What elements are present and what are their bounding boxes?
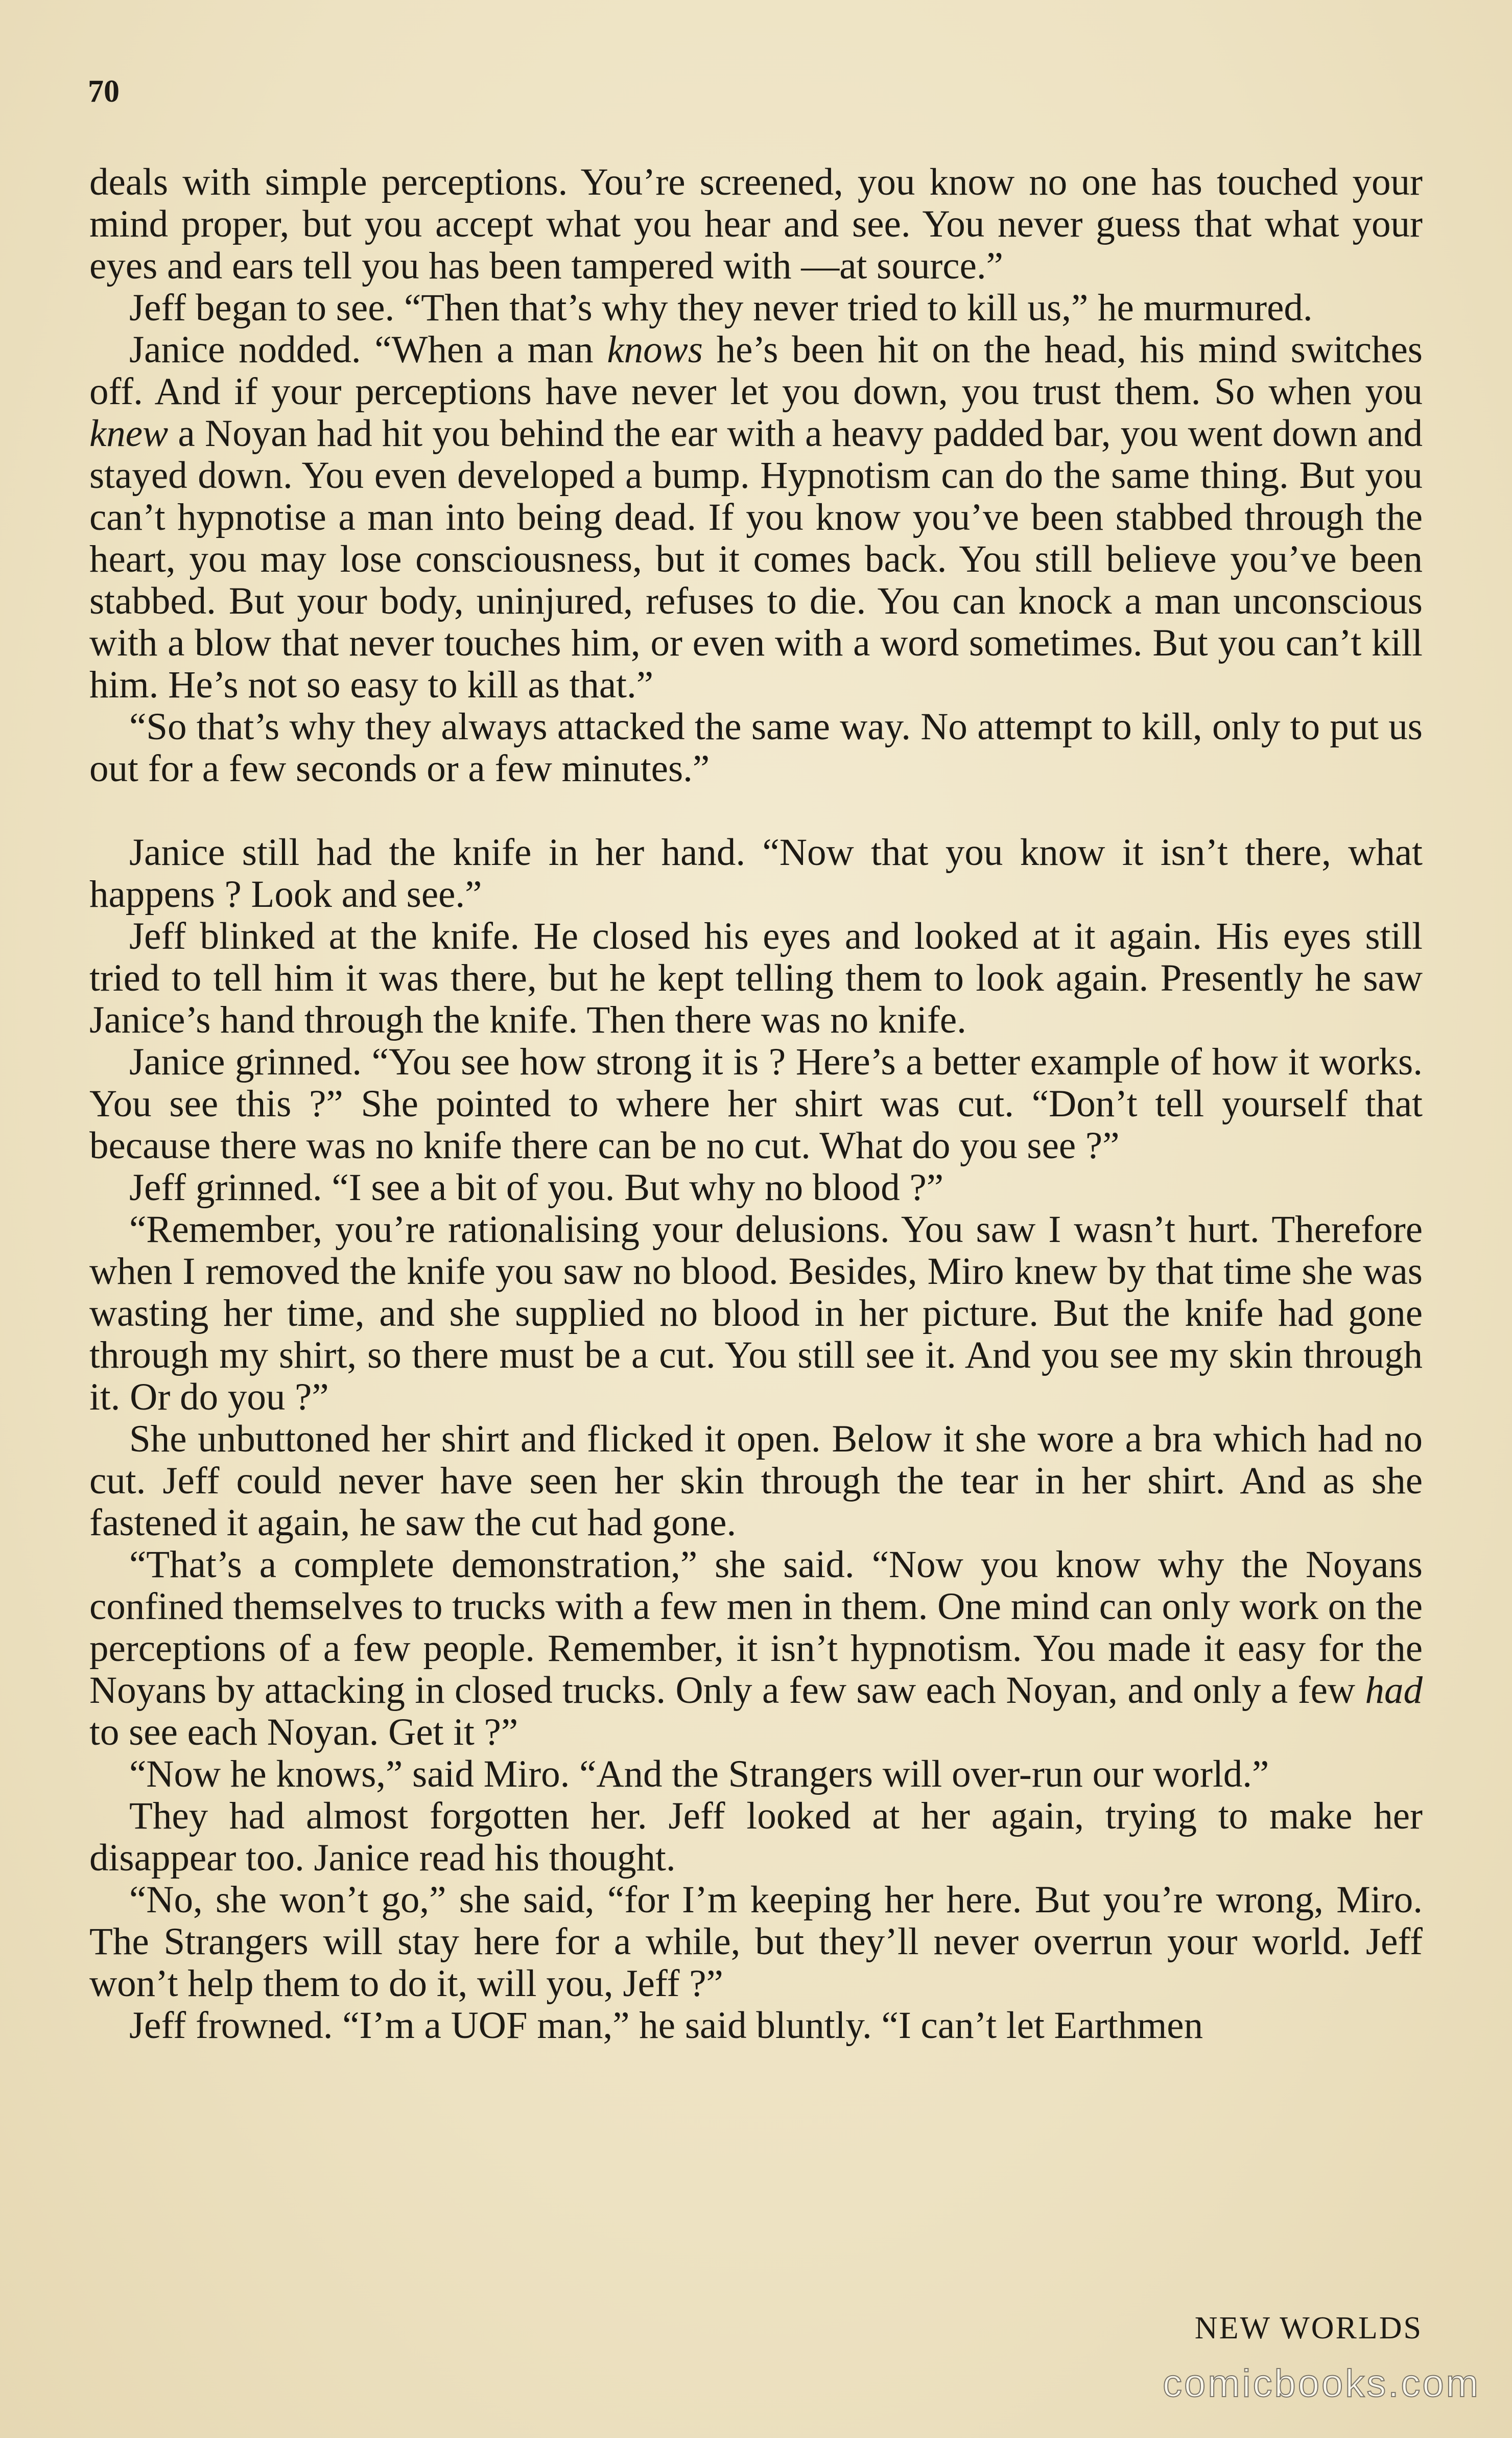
text-run: “That’s a complete demonstration,” she said. “Now you know why the Noyans confined themselves to trucks with a few men in them. One mind can only work on the perceptions of a few people. Remember, it isn’t hypnotism. You made it easy for the Noyans by attacking in closed trucks. Only a few saw each Noyan, and only a few [89, 1543, 1423, 1712]
text-run: “Now he knows,” said Miro. “And the Strangers will over-run our world.” [129, 1753, 1269, 1795]
running-footer-magazine-title: NEW WORLDS [1194, 2311, 1423, 2346]
paragraph [89, 1418, 1423, 1544]
paragraph [89, 2005, 1423, 2047]
paragraph [89, 706, 1423, 790]
italic-text: knew [89, 412, 169, 455]
paragraph [89, 287, 1423, 329]
text-run: Jeff blinked at the knife. He closed his eyes and looked at it again. His eyes still tried to tell him it was there, but he kept telling them to look again. Presently he saw Janice’s hand through the knife. Then there was no knife. [89, 915, 1423, 1041]
text-run: a Noyan had hit you behind the ear with a heavy padded bar, you went down and stayed down. You even developed a bump. Hypnotism can do the same thing. But you can’t hypnotise a man into being dead. If you know you’ve been stabbed through the heart, you may lose consciousness, but it comes back. You still believe you’ve been stabbed. But your body, uninjured, refuses to die. You can knock a man unconscious with a blow that never touches him, or even with a word sometimes. But you can’t kill him. He’s not so easy to kill as that.” [89, 412, 1423, 706]
text-run: Janice grinned. “You see how strong it is ? Here’s a better example of how it works. You see this ?” She pointed to where her shirt was cut. “Don’t tell yourself that because there was no knife there can be no cut. What do you see ?” [89, 1041, 1423, 1167]
paragraph [89, 1795, 1423, 1879]
text-run: Janice still had the knife in her hand. “Now that you know it isn’t there, what happens ? Look and see.” [89, 831, 1423, 916]
paragraph [89, 916, 1423, 1041]
paragraph [89, 832, 1423, 916]
text-run: Jeff frowned. “I’m a UOF man,” he said bluntly. “I can’t let Earthmen [129, 2004, 1203, 2047]
paragraph [89, 1167, 1423, 1209]
paragraph [89, 1209, 1423, 1418]
text-run: They had almost forgotten her. Jeff looked at her again, trying to make her disappear too. Janice read his thought. [89, 1795, 1423, 1879]
paragraph [89, 1544, 1423, 1753]
text-run: “No, she won’t go,” she said, “for I’m keeping her here. But you’re wrong, Miro. The Strangers will stay here for a while, but they’ll never overrun your world. Jeff won’t help them to do it, will you, Jeff ?” [89, 1879, 1423, 2005]
text-run: Jeff began to see. “Then that’s why they never tried to kill us,” he murmured. [129, 287, 1313, 329]
text-run: deals with simple perceptions. You’re screened, you know no one has touched your mind proper, but you accept what you hear and see. You never guess that what your eyes and ears tell you has been tampered with —at source.” [89, 161, 1423, 287]
text-run: he’s been hit on the head, his mind switches off. And if your perceptions have never let you down, you trust them. So when you [89, 329, 1423, 413]
page-number: 70 [88, 74, 120, 109]
paragraph [89, 161, 1423, 287]
text-run: “So that’s why they always attacked the same way. No attempt to kill, only to put us out for a few seconds or a few minutes.” [89, 706, 1423, 790]
text-run: Janice nodded. “When a man [129, 329, 607, 371]
story-text [89, 161, 1423, 2047]
text-run: She unbuttoned her shirt and flicked it open. Below it she wore a bra which had no cut. Jeff could never have seen her skin through the tear in her shirt. And as she fastened it again, he saw the cut had gone. [89, 1418, 1423, 1544]
paragraph [89, 1753, 1423, 1795]
italic-text: had [1365, 1669, 1423, 1712]
text-run: “Remember, you’re rationalising your delusions. You saw I wasn’t hurt. Therefore when I removed the knife you saw no blood. Besides, Miro knew by that time she was wasting her time, and she supplied no blood in her picture. But the knife had gone through my shirt, so there must be a cut. You still see it. And you see my skin through it. Or do you ?” [89, 1208, 1423, 1418]
text-run: Jeff grinned. “I see a bit of you. But why no blood ?” [129, 1166, 944, 1209]
paragraph [89, 329, 1423, 706]
paragraph [89, 1879, 1423, 2005]
watermark-logo: comicbooks.com [1163, 2362, 1480, 2405]
italic-text: knows [607, 329, 703, 371]
text-run: to see each Noyan. Get it ?” [89, 1711, 518, 1753]
paragraph [89, 1041, 1423, 1167]
